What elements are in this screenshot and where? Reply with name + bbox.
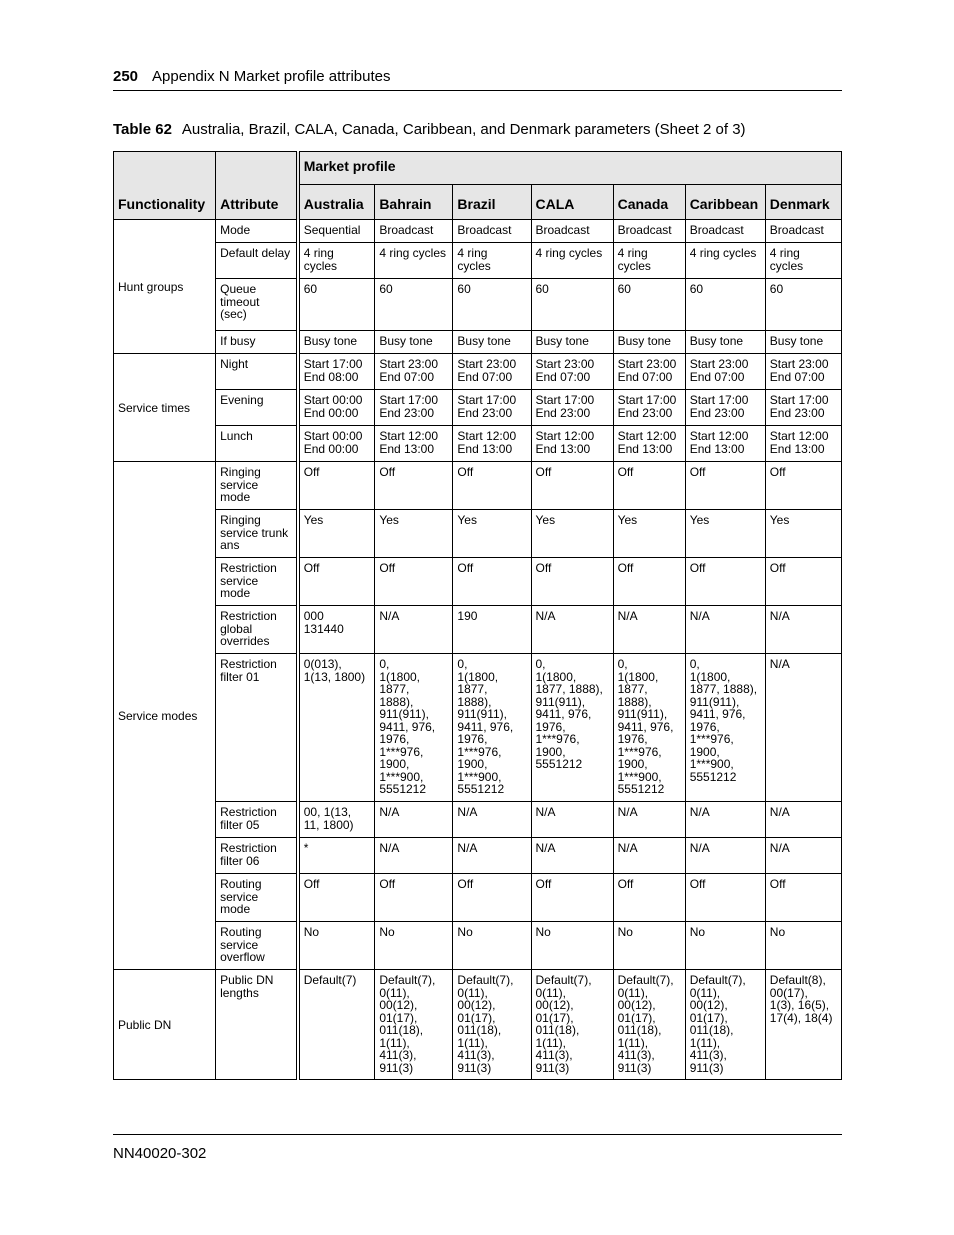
header-col-bahrain: Bahrain: [375, 185, 453, 220]
value-cell: Busy tone: [375, 331, 453, 354]
header-col-caribbean: Caribbean: [685, 185, 765, 220]
value-cell: Busy tone: [453, 331, 531, 354]
header-col-canada: Canada: [613, 185, 685, 220]
value-cell: 4 ring cycles: [613, 243, 685, 279]
value-cell: 60: [613, 279, 685, 331]
table-caption-text: Australia, Brazil, CALA, Canada, Caribbean, and Denmark parameters (Sheet 2 of 3): [181, 121, 746, 138]
value-cell: 4 ring cycles: [453, 243, 531, 279]
header-col-australia: Australia: [298, 185, 375, 220]
attribute-cell: If busy: [216, 331, 298, 354]
value-cell: Off: [765, 874, 841, 922]
attribute-cell: Restriction global overrides: [216, 606, 298, 654]
value-cell: No: [453, 922, 531, 970]
value-cell: Default(7), 0(11), 00(12), 01(17), 011(18), 1(11), 411(3), 911(3): [531, 970, 613, 1080]
value-cell: 0, 1(1800, 1877, 1888), 911(911), 9411, 976, 1976, 1***976, 1900, 1***900, 5551212: [613, 654, 685, 802]
attribute-cell: Evening: [216, 390, 298, 426]
value-cell: No: [685, 922, 765, 970]
value-cell: Default(7), 0(11), 00(12), 01(17), 011(18), 1(11), 411(3), 911(3): [453, 970, 531, 1080]
value-cell: Broadcast: [685, 220, 765, 243]
value-cell: 4 ring cycles: [375, 243, 453, 279]
value-cell: 4 ring cycles: [531, 243, 613, 279]
table-row: [114, 426, 842, 462]
value-cell: 0, 1(1800, 1877, 1888), 911(911), 9411, 976, 1976, 1***976, 1900, 1***900, 5551212: [685, 654, 765, 802]
functionality-cell: Service times: [114, 354, 216, 462]
value-cell: Yes: [453, 510, 531, 558]
header-col-cala: CALA: [531, 185, 613, 220]
value-cell: Off: [453, 558, 531, 606]
value-cell: Off: [685, 558, 765, 606]
value-cell: N/A: [375, 838, 453, 874]
attribute-cell: Mode: [216, 220, 298, 243]
value-cell: Off: [453, 462, 531, 510]
header-functionality: Functionality: [114, 152, 216, 220]
table-row: [114, 510, 842, 558]
page-number: 250: [113, 68, 139, 85]
value-cell: N/A: [685, 606, 765, 654]
table-row: [114, 390, 842, 426]
table-row: [114, 802, 842, 838]
table-row: [114, 874, 842, 922]
value-cell: Off: [531, 558, 613, 606]
value-cell: Busy tone: [765, 331, 841, 354]
value-cell: N/A: [531, 606, 613, 654]
value-cell: Start 17:00 End 08:00: [298, 354, 375, 390]
value-cell: Broadcast: [765, 220, 841, 243]
value-cell: Default(7), 0(11), 00(12), 01(17), 011(18), 1(11), 411(3), 911(3): [613, 970, 685, 1080]
value-cell: N/A: [765, 802, 841, 838]
table-header-row-1: [114, 152, 842, 185]
value-cell: No: [531, 922, 613, 970]
value-cell: Broadcast: [375, 220, 453, 243]
header-attribute: Attribute: [216, 152, 298, 220]
value-cell: No: [765, 922, 841, 970]
value-cell: N/A: [531, 802, 613, 838]
value-cell: Start 23:00 End 07:00: [531, 354, 613, 390]
value-cell: Start 17:00 End 23:00: [375, 390, 453, 426]
footer-doc-id: NN40020-302: [113, 1145, 207, 1162]
header-title: Appendix N Market profile attributes: [152, 68, 391, 85]
value-cell: Off: [298, 558, 375, 606]
value-cell: Sequential: [298, 220, 375, 243]
table-row: [114, 462, 842, 510]
value-cell: Off: [531, 462, 613, 510]
value-cell: 0, 1(1800, 1877, 1888), 911(911), 9411, 976, 1976, 1***976, 1900, 1***900, 5551212: [453, 654, 531, 802]
value-cell: 0(013), 1(13, 1800): [298, 654, 375, 802]
page-header: [113, 68, 842, 91]
value-cell: Off: [453, 874, 531, 922]
value-cell: N/A: [765, 838, 841, 874]
attribute-cell: Restriction filter 05: [216, 802, 298, 838]
footer-divider: [113, 1134, 842, 1135]
value-cell: Start 23:00 End 07:00: [613, 354, 685, 390]
value-cell: Start 00:00 End 00:00: [298, 390, 375, 426]
value-cell: Busy tone: [531, 331, 613, 354]
value-cell: Off: [298, 874, 375, 922]
value-cell: Busy tone: [685, 331, 765, 354]
value-cell: 60: [685, 279, 765, 331]
value-cell: Start 12:00 End 13:00: [453, 426, 531, 462]
value-cell: Start 12:00 End 13:00: [531, 426, 613, 462]
value-cell: Yes: [298, 510, 375, 558]
attribute-cell: Default delay: [216, 243, 298, 279]
value-cell: Off: [375, 874, 453, 922]
table-row: [114, 354, 842, 390]
value-cell: Start 17:00 End 23:00: [685, 390, 765, 426]
value-cell: No: [613, 922, 685, 970]
value-cell: No: [375, 922, 453, 970]
value-cell: 190: [453, 606, 531, 654]
value-cell: Start 12:00 End 13:00: [613, 426, 685, 462]
attribute-cell: Queue timeout (sec): [216, 279, 298, 331]
attribute-cell: Ringing service trunk ans: [216, 510, 298, 558]
value-cell: Off: [765, 558, 841, 606]
value-cell: N/A: [453, 802, 531, 838]
header-market-profile: Market profile: [298, 152, 842, 185]
value-cell: N/A: [765, 606, 841, 654]
value-cell: N/A: [685, 838, 765, 874]
value-cell: 00, 1(13, 11, 1800): [298, 802, 375, 838]
value-cell: Broadcast: [531, 220, 613, 243]
value-cell: No: [298, 922, 375, 970]
value-cell: 60: [453, 279, 531, 331]
value-cell: Yes: [375, 510, 453, 558]
value-cell: Off: [765, 462, 841, 510]
value-cell: Yes: [765, 510, 841, 558]
value-cell: *: [298, 838, 375, 874]
value-cell: Default(7): [298, 970, 375, 1080]
value-cell: Off: [685, 874, 765, 922]
table-row: [114, 558, 842, 606]
value-cell: Start 00:00 End 00:00: [298, 426, 375, 462]
table-caption-label: Table 62: [113, 121, 172, 138]
value-cell: Off: [531, 874, 613, 922]
functionality-cell: Service modes: [114, 462, 216, 970]
value-cell: Off: [613, 558, 685, 606]
value-cell: N/A: [375, 606, 453, 654]
functionality-cell: Hunt groups: [114, 220, 216, 354]
value-cell: Yes: [613, 510, 685, 558]
value-cell: Default(7), 0(11), 00(12), 01(17), 011(18), 1(11), 411(3), 911(3): [685, 970, 765, 1080]
value-cell: 60: [375, 279, 453, 331]
value-cell: Start 17:00 End 23:00: [453, 390, 531, 426]
value-cell: 60: [531, 279, 613, 331]
attribute-cell: Lunch: [216, 426, 298, 462]
value-cell: N/A: [453, 838, 531, 874]
table-row: [114, 279, 842, 331]
table-caption: [113, 121, 746, 138]
value-cell: Default(7), 0(11), 00(12), 01(17), 011(18), 1(11), 411(3), 911(3): [375, 970, 453, 1080]
table-row: [114, 654, 842, 802]
table-row: [114, 331, 842, 354]
value-cell: Start 23:00 End 07:00: [765, 354, 841, 390]
value-cell: Start 23:00 End 07:00: [685, 354, 765, 390]
value-cell: N/A: [613, 838, 685, 874]
value-cell: Start 17:00 End 23:00: [765, 390, 841, 426]
value-cell: N/A: [613, 802, 685, 838]
header-col-brazil: Brazil: [453, 185, 531, 220]
value-cell: Broadcast: [453, 220, 531, 243]
value-cell: 60: [298, 279, 375, 331]
attribute-cell: Restriction filter 01: [216, 654, 298, 802]
value-cell: Yes: [685, 510, 765, 558]
attribute-cell: Routing service overflow: [216, 922, 298, 970]
functionality-cell: Public DN: [114, 970, 216, 1080]
value-cell: Start 12:00 End 13:00: [765, 426, 841, 462]
value-cell: 4 ring cycles: [685, 243, 765, 279]
value-cell: Start 17:00 End 23:00: [613, 390, 685, 426]
value-cell: Default(8), 00(17), 1(3), 16(5), 17(4), 18(4): [765, 970, 841, 1080]
value-cell: N/A: [531, 838, 613, 874]
header-col-denmark: Denmark: [765, 185, 841, 220]
value-cell: 000 131440: [298, 606, 375, 654]
value-cell: 4 ring cycles: [765, 243, 841, 279]
market-profile-table: [113, 151, 842, 1080]
value-cell: N/A: [765, 654, 841, 802]
value-cell: Start 12:00 End 13:00: [375, 426, 453, 462]
value-cell: 0, 1(1800, 1877, 1888), 911(911), 9411, 976, 1976, 1***976, 1900, 5551212: [531, 654, 613, 802]
value-cell: Yes: [531, 510, 613, 558]
value-cell: Busy tone: [613, 331, 685, 354]
value-cell: Off: [375, 462, 453, 510]
value-cell: 4 ring cycles: [298, 243, 375, 279]
attribute-cell: Night: [216, 354, 298, 390]
table-row: [114, 243, 842, 279]
attribute-cell: Restriction service mode: [216, 558, 298, 606]
value-cell: N/A: [375, 802, 453, 838]
value-cell: Broadcast: [613, 220, 685, 243]
attribute-cell: Restriction filter 06: [216, 838, 298, 874]
table-row: [114, 922, 842, 970]
value-cell: Start 23:00 End 07:00: [375, 354, 453, 390]
value-cell: Off: [298, 462, 375, 510]
attribute-cell: Public DN lengths: [216, 970, 298, 1080]
table-body: [114, 220, 842, 1080]
value-cell: N/A: [613, 606, 685, 654]
attribute-cell: Ringing service mode: [216, 462, 298, 510]
table-row: [114, 220, 842, 243]
table-row: [114, 606, 842, 654]
attribute-cell: Routing service mode: [216, 874, 298, 922]
value-cell: Off: [375, 558, 453, 606]
table-row: [114, 970, 842, 1080]
value-cell: Start 12:00 End 13:00: [685, 426, 765, 462]
value-cell: 60: [765, 279, 841, 331]
value-cell: 0, 1(1800, 1877, 1888), 911(911), 9411, 976, 1976, 1***976, 1900, 1***900, 5551212: [375, 654, 453, 802]
value-cell: Off: [613, 874, 685, 922]
table-row: [114, 838, 842, 874]
value-cell: Off: [685, 462, 765, 510]
value-cell: Start 17:00 End 23:00: [531, 390, 613, 426]
value-cell: Busy tone: [298, 331, 375, 354]
value-cell: N/A: [685, 802, 765, 838]
value-cell: Start 23:00 End 07:00: [453, 354, 531, 390]
value-cell: Off: [613, 462, 685, 510]
